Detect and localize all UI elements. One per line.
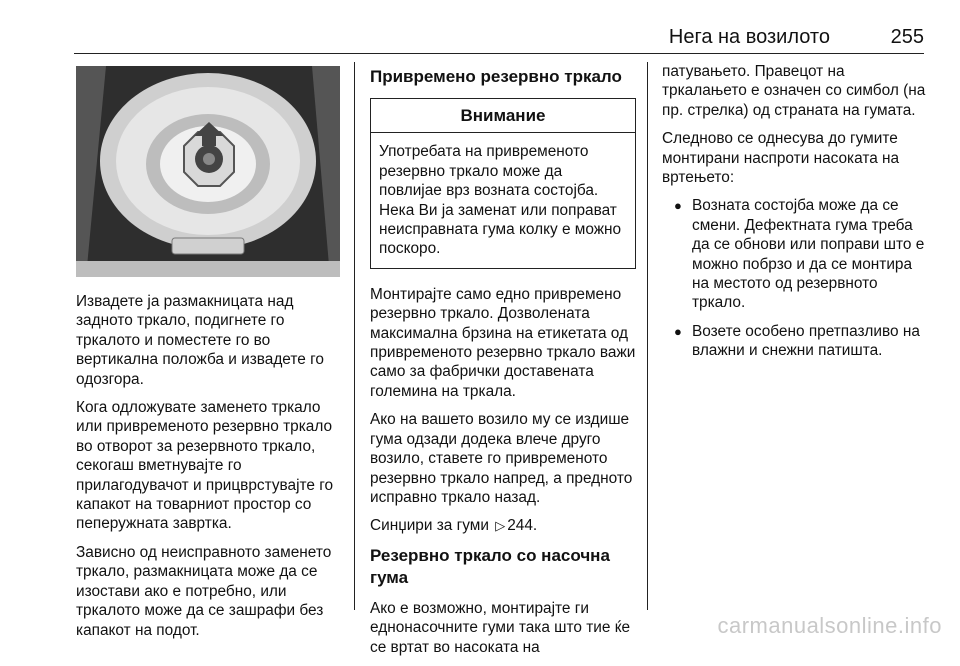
column-2 — [370, 62, 636, 666]
list-item — [662, 322, 930, 361]
paragraph: Следново се однесува до гумите монтирани наспроти насоката на вртењето: — [662, 130, 900, 187]
list-item-text: Возната состојба може да се смени. Дефектната гума треба да се обнови или поправи што е можно побрзо и да се монтира на местото од резервното тркало. — [692, 197, 925, 312]
warning-box — [370, 98, 636, 269]
header-divider — [74, 53, 924, 54]
watermark: carmanualsonline.info — [717, 613, 942, 638]
bullet-list — [662, 196, 930, 360]
list-item — [662, 196, 930, 312]
reference-page[interactable]: 244. — [507, 517, 538, 535]
bullet-icon: ● — [674, 323, 682, 339]
section-heading: Привремено резервно тркало — [370, 67, 622, 86]
bullet-icon: ● — [674, 198, 682, 214]
paragraph: патувањето. Правецот на тркалањето е означен со симбол (на пр. стрелка) од страната на гумата. — [662, 63, 926, 119]
subsection-heading: Резервно тркало со насочна гума — [370, 545, 610, 587]
paragraph: Зависно од неисправното заменето тркало, размакницата може да се изостави ако е потребно, или тркалото може да се зашрафи без капакот на подот. — [76, 543, 332, 639]
paragraph: Монтирајте само едно привремено резервно тркало. Дозволената максимална брзина на етикетата од привременото резервно тркало важи само за фабрички доставената големина на тркала. — [370, 285, 636, 400]
reference-label: Синџири за гуми — [370, 517, 489, 535]
warning-text: Употребата на привременото резервно тркало може да повлијае врз возната состојба. Нека Ви ја заменат или поправат неисправната гума колку е можно поскоро. — [379, 143, 622, 258]
column-3 — [662, 62, 930, 370]
column-1 — [76, 62, 340, 649]
paragraph: Ако на вашето возило му се издише гума одзади додека влече друго возило, ставете го привременото резервно тркало напред, а предното исправно тркало назад. — [370, 411, 633, 506]
spare-wheel-photo-icon — [76, 66, 340, 277]
warning-title: Внимание — [371, 99, 635, 133]
paragraph: Извадете ја размакницата над задното тркало, подигнете го тркалото и поместете го во вертикална положба и извадете го одозгора. — [76, 293, 324, 388]
page-number: 255 — [890, 26, 924, 48]
list-item-text: Возете особено претпазливо на влажни и снежни патишта. — [692, 322, 920, 360]
page-reference-arrow-icon: ▷ — [495, 518, 506, 534]
column-divider-1 — [354, 62, 355, 610]
cross-reference[interactable] — [370, 516, 636, 535]
paragraph: Кога одложувате заменето тркало или привременото резервно тркало во отворот за резервното тркало, секогаш вметнувајте го прилагодувачот и прицврстувајте го капакот на товарниот простор со пеперужната завртка. — [76, 399, 334, 533]
paragraph: Ако е возможно, монтирајте ги еднонасочните гуми така што тие ќе се вртат во насоката на — [370, 599, 631, 656]
header-title: Нега на возилото — [668, 26, 830, 48]
page-header — [0, 0, 960, 56]
column-divider-2 — [647, 62, 648, 610]
